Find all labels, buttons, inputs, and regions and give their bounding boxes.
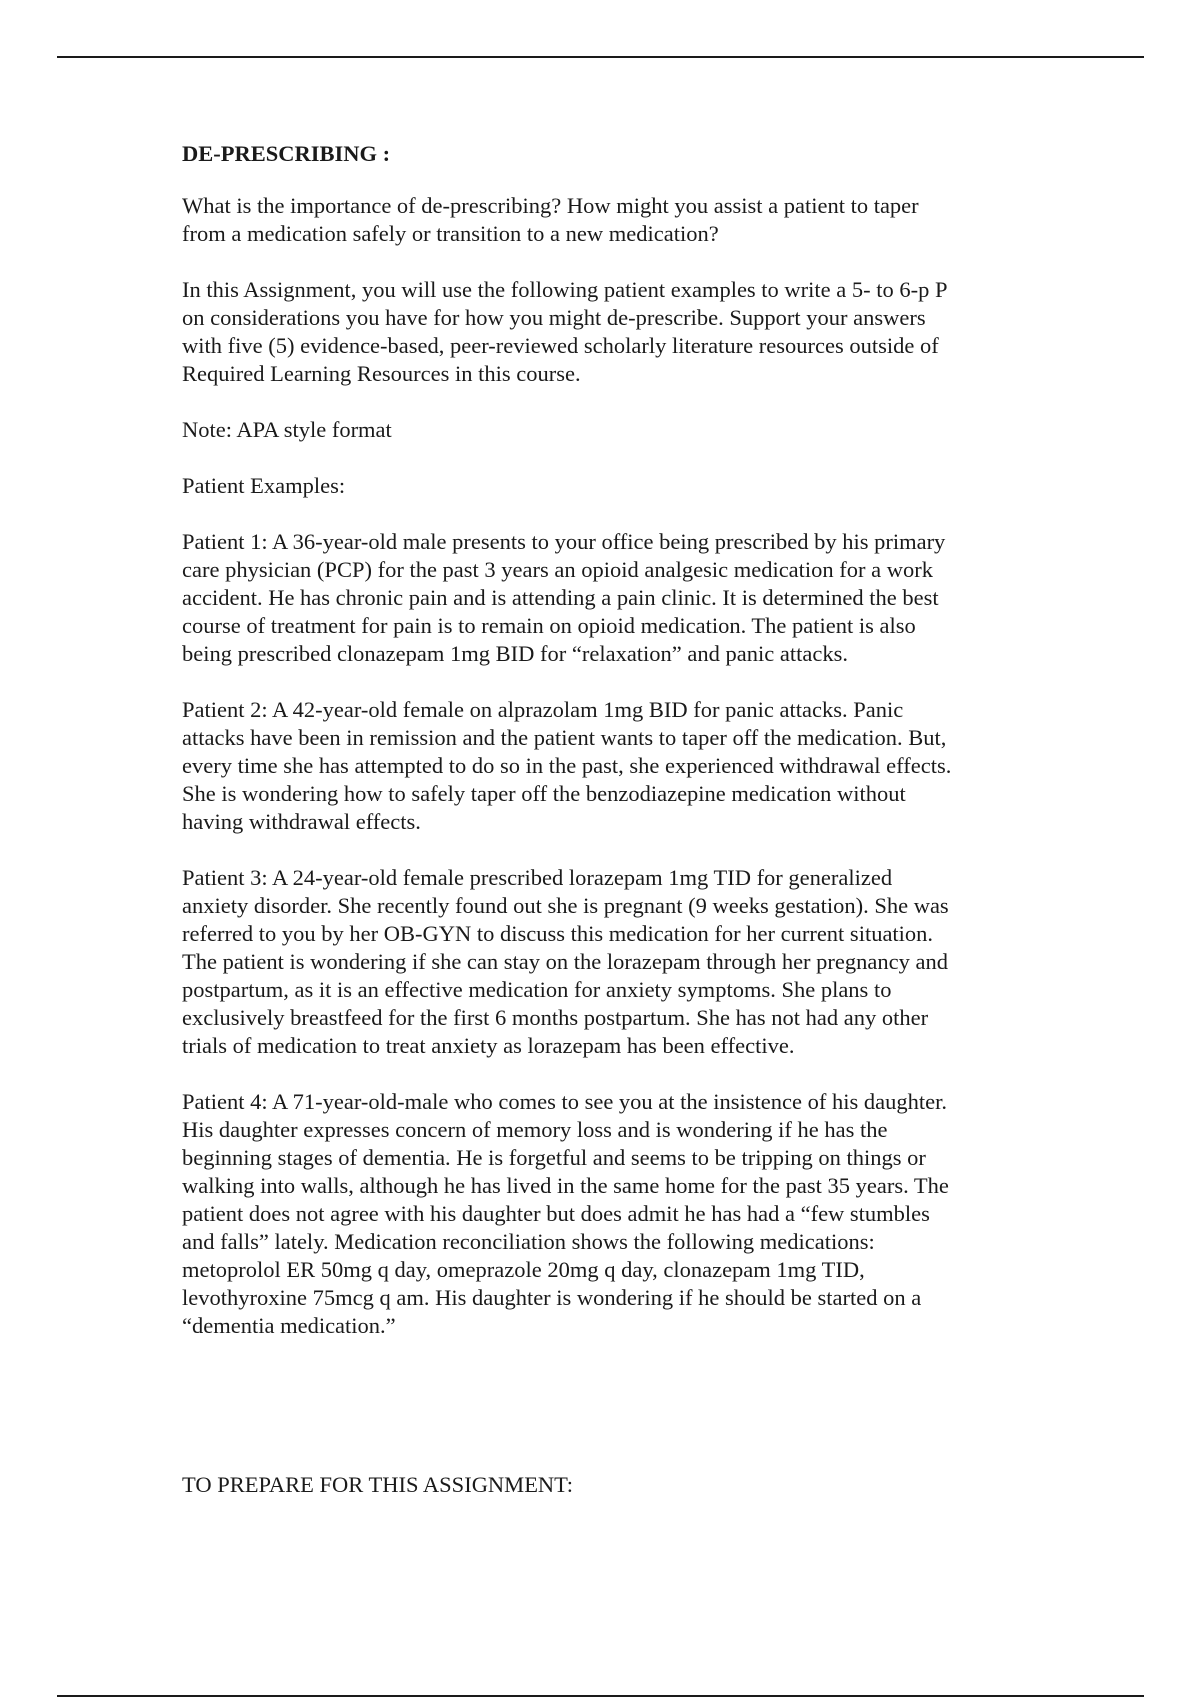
- top-rule: [57, 56, 1144, 58]
- text-line: from a medication safely or transition to a new medication?: [182, 221, 719, 246]
- patient-examples-label: [182, 472, 1042, 500]
- text-line: What is the importance of de-prescribing? How might you assist a patient to taper: [182, 193, 919, 218]
- text-line: exclusively breastfeed for the first 6 months postpartum. She has not had any other: [182, 1005, 929, 1030]
- text-line: on considerations you have for how you might de-prescribe. Support your answers: [182, 305, 926, 330]
- text-line: with five (5) evidence-based, peer-reviewed scholarly literature resources outside of: [182, 333, 939, 358]
- patient-2-case: [182, 696, 1042, 836]
- blank-space: [182, 1368, 1042, 1471]
- text-line: care physician (PCP) for the past 3 years an opioid analgesic medication for a work: [182, 557, 934, 582]
- text-line: His daughter expresses concern of memory loss and is wondering if he has the: [182, 1117, 888, 1142]
- text-line: anxiety disorder. She recently found out she is pregnant (9 weeks gestation). She was: [182, 893, 949, 918]
- document-body: [182, 140, 1042, 1527]
- text-line: patient does not agree with his daughter but does admit he has had a “few stumbles: [182, 1201, 930, 1226]
- text-line: every time she has attempted to do so in the past, she experienced withdrawal effects.: [182, 753, 952, 778]
- prepare-heading: TO PREPARE FOR THIS ASSIGNMENT:: [182, 1472, 574, 1497]
- text-line: referred to you by her OB-GYN to discuss this medication for her current situation.: [182, 921, 934, 946]
- text-line: walking into walls, although he has lived in the same home for the past 35 years. The: [182, 1173, 949, 1198]
- text-line: levothyroxine 75mcg q am. His daughter is wondering if he should be started on a: [182, 1285, 922, 1310]
- intro-question: [182, 192, 1042, 248]
- text-line: being prescribed clonazepam 1mg BID for “relaxation” and panic attacks.: [182, 641, 848, 666]
- text-line: Note: APA style format: [182, 417, 392, 442]
- format-note: [182, 416, 1042, 444]
- text-line: trials of medication to treat anxiety as lorazepam has been effective.: [182, 1033, 795, 1058]
- text-line: Patient 1: A 36-year-old male presents to your office being prescribed by his primary: [182, 529, 946, 554]
- text-line: and falls” lately. Medication reconciliation shows the following medications:: [182, 1229, 875, 1254]
- text-line: accident. He has chronic pain and is attending a pain clinic. It is determined the best: [182, 585, 939, 610]
- patient-4-case: [182, 1088, 1042, 1340]
- document-heading: DE-PRESCRIBING :: [182, 141, 391, 166]
- text-line: attacks have been in remission and the patient wants to taper off the medication. But,: [182, 725, 947, 750]
- text-line: The patient is wondering if she can stay on the lorazepam through her pregnancy and: [182, 949, 948, 974]
- text-line: postpartum, as it is an effective medication for anxiety symptoms. She plans to: [182, 977, 892, 1002]
- text-line: “dementia medication.”: [182, 1313, 396, 1338]
- text-line: beginning stages of dementia. He is forgetful and seems to be tripping on things or: [182, 1145, 926, 1170]
- text-line: course of treatment for pain is to remain on opioid medication. The patient is also: [182, 613, 916, 638]
- text-line: Patient Examples:: [182, 473, 346, 498]
- text-line: Patient 2: A 42-year-old female on alprazolam 1mg BID for panic attacks. Panic: [182, 697, 904, 722]
- text-line: In this Assignment, you will use the following patient examples to write a 5- to 6-p P: [182, 277, 948, 302]
- text-line: Patient 3: A 24-year-old female prescribed lorazepam 1mg TID for generalized: [182, 865, 893, 890]
- text-line: She is wondering how to safely taper off the benzodiazepine medication without: [182, 781, 906, 806]
- text-line: metoprolol ER 50mg q day, omeprazole 20mg q day, clonazepam 1mg TID,: [182, 1257, 865, 1282]
- text-line: Required Learning Resources in this course.: [182, 361, 581, 386]
- assignment-description: [182, 276, 1042, 388]
- bottom-rule: [57, 1695, 1144, 1697]
- patient-1-case: [182, 528, 1042, 668]
- text-line: having withdrawal effects.: [182, 809, 421, 834]
- text-line: Patient 4: A 71-year-old-male who comes to see you at the insistence of his daughter.: [182, 1089, 947, 1114]
- patient-3-case: [182, 864, 1042, 1060]
